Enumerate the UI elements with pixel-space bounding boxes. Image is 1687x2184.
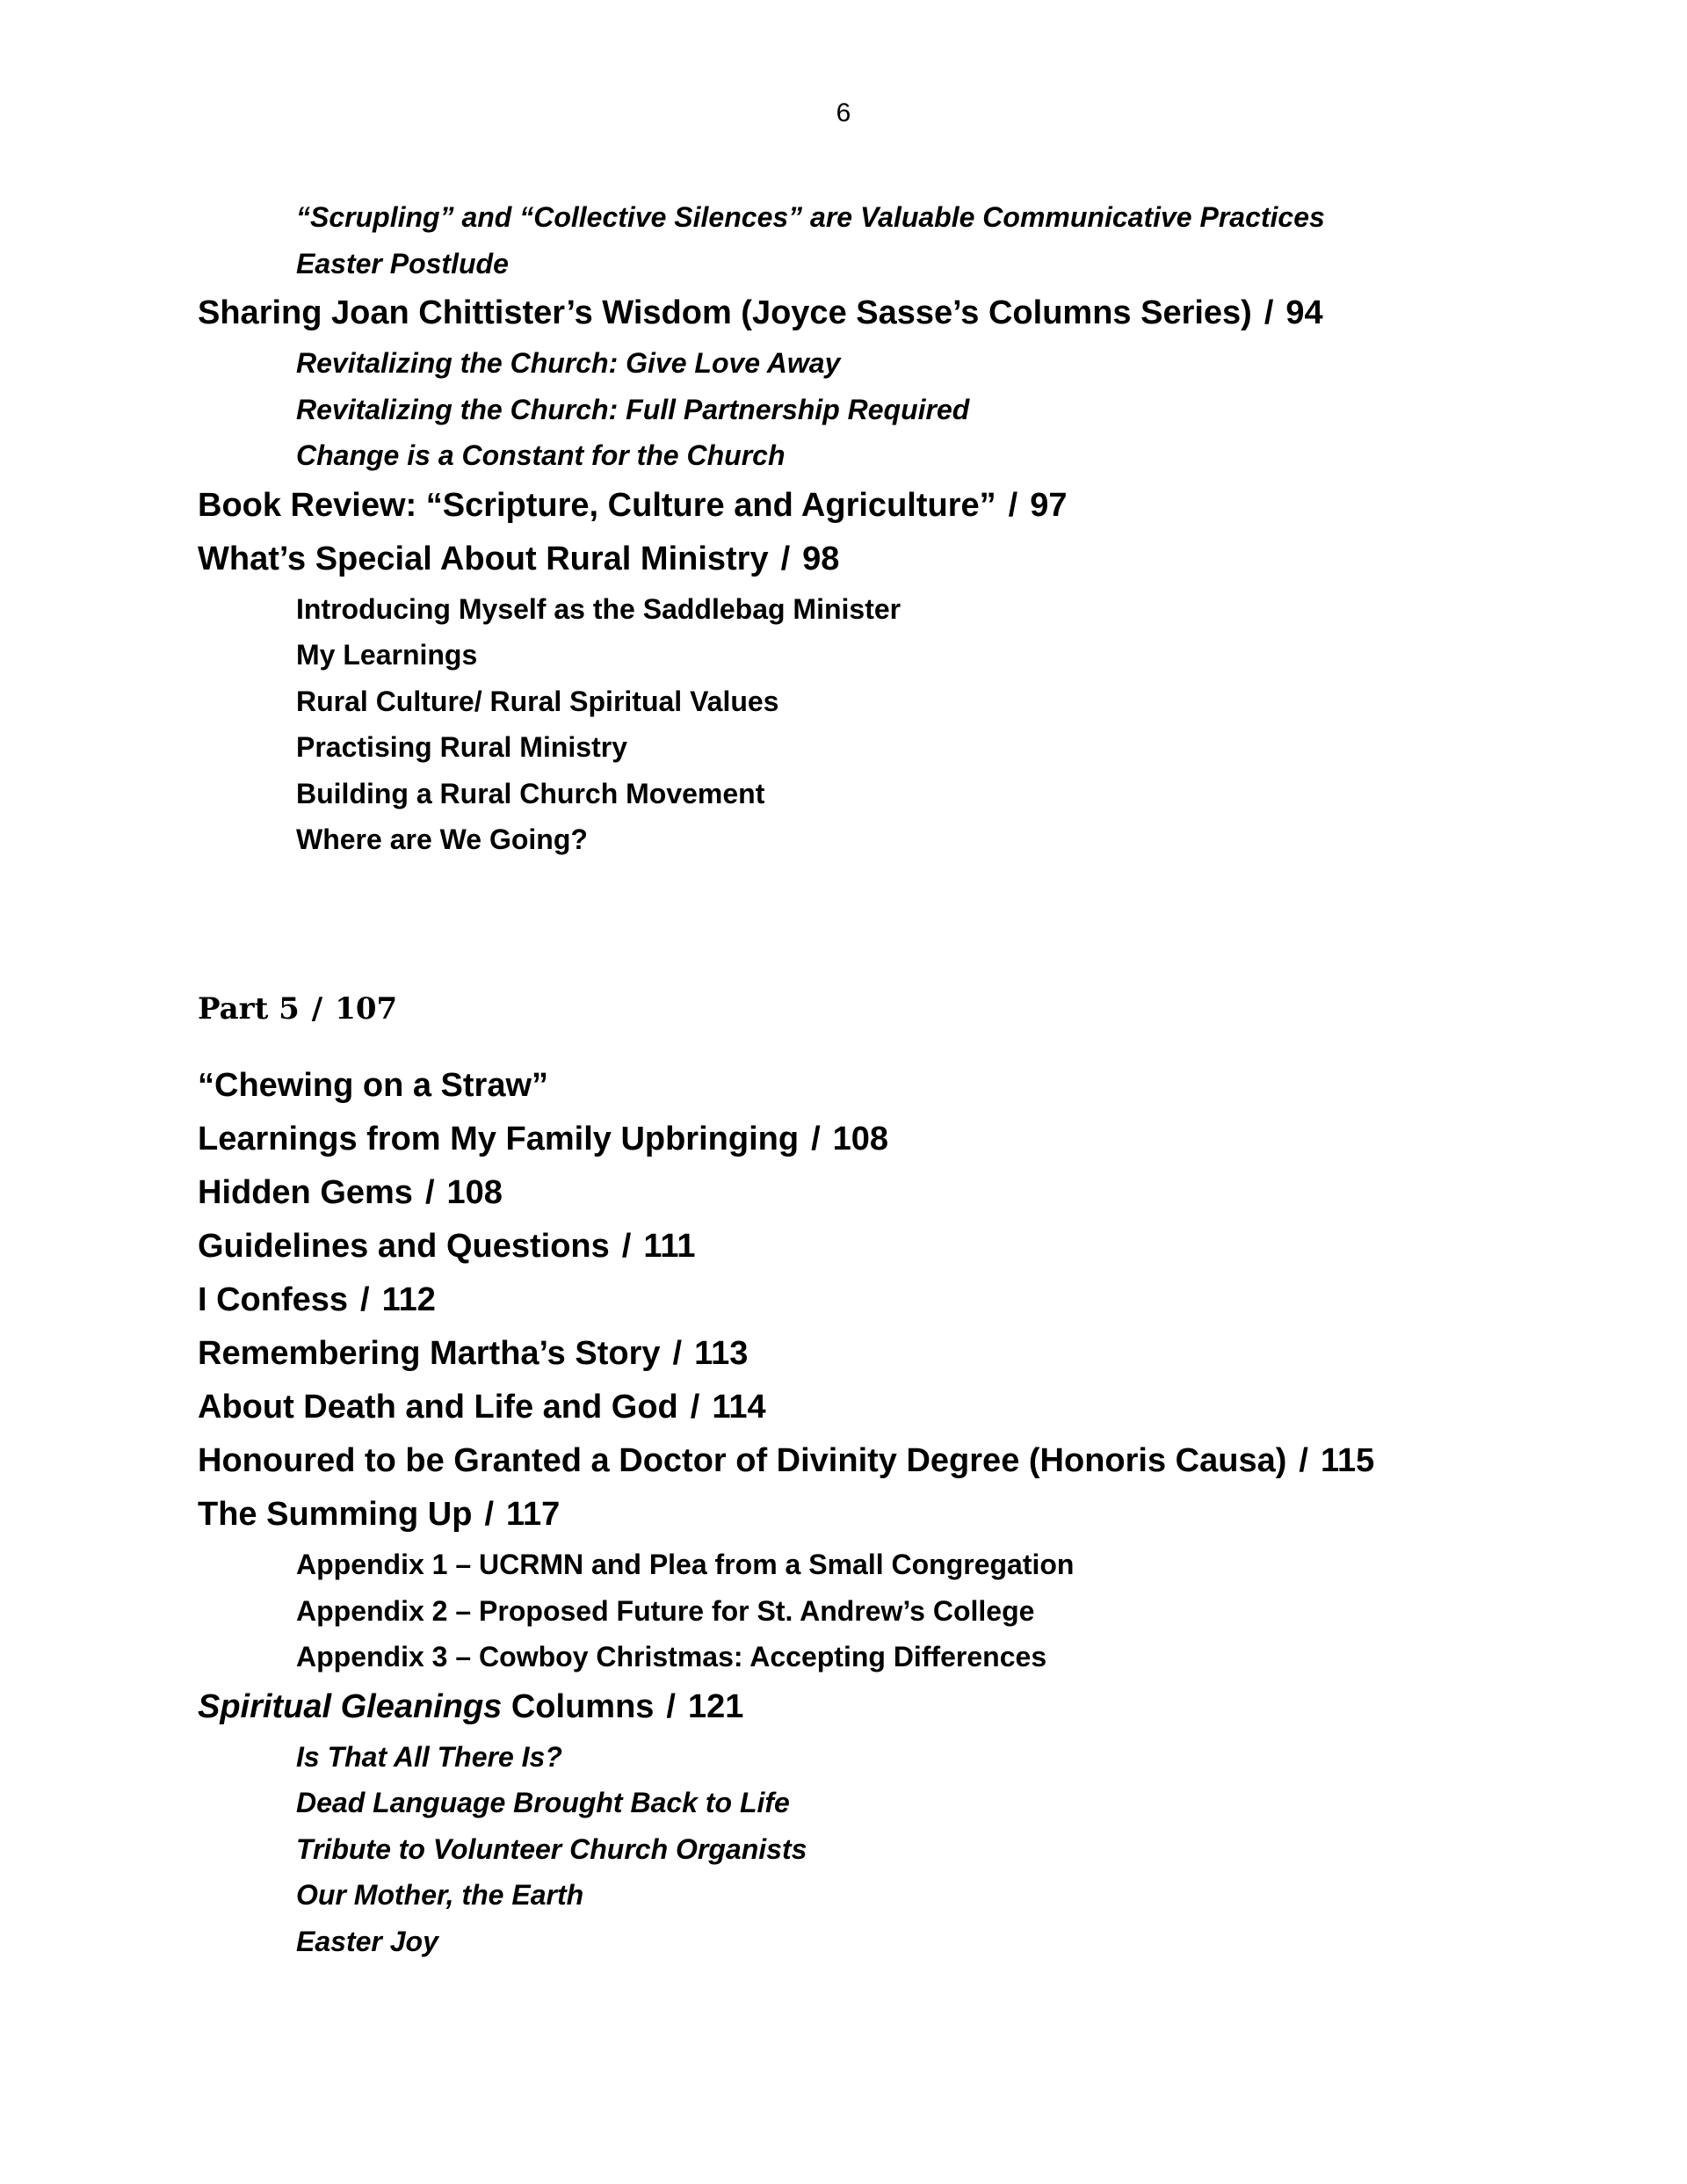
toc-subentry: Our Mother, the Earth (296, 1879, 584, 1911)
toc-separator: / (666, 1687, 676, 1725)
toc-subentry: Practising Rural Ministry (296, 731, 627, 763)
toc-entry-title: Learnings from My Family Upbringing (198, 1121, 800, 1157)
toc-entry-title: About Death and Life and God (198, 1389, 678, 1426)
toc-entry (198, 1381, 1374, 1434)
toc-entry-page: 94 (1285, 294, 1323, 331)
toc-entry-page: 113 (694, 1335, 749, 1372)
part-page: 107 (335, 991, 398, 1027)
toc-entry-page: 97 (1030, 486, 1068, 524)
part-separator: / (311, 991, 323, 1027)
toc-entry (198, 1488, 1374, 1542)
toc-subentry: Dead Language Brought Back to Life (296, 1787, 790, 1818)
toc-subentry: Tribute to Volunteer Church Organists (296, 1832, 807, 1865)
page-number: 6 (836, 98, 851, 127)
toc-subentry: Appendix 1 – UCRMN and Plea from a Small Congregation (296, 1549, 1075, 1580)
toc-entry (198, 533, 1325, 586)
toc-separator: / (1263, 294, 1274, 331)
toc-entry-title: Honoured to be Granted a Doctor of Divinity Degree (Honoris Causa) (198, 1442, 1287, 1479)
toc-entry-title: Hidden Gems (198, 1174, 413, 1211)
toc-subentry: My Learnings (296, 639, 478, 671)
toc-subentry: Change is a Constant for the Church (296, 439, 786, 471)
toc-subentry: Rural Culture/ Rural Spiritual Values (296, 685, 779, 717)
toc-subentry: Easter Postlude (296, 247, 509, 279)
toc-separator: / (672, 1335, 683, 1372)
toc-entry-page: 108 (446, 1174, 503, 1211)
toc-entry-page: 111 (643, 1228, 696, 1265)
part-label: Part 5 (198, 991, 300, 1027)
toc-separator: / (621, 1228, 632, 1265)
toc-separator: / (1299, 1442, 1308, 1479)
toc-entry-title-italic: Spiritual Gleanings (198, 1687, 503, 1725)
toc-entry (198, 1220, 1374, 1273)
toc-entry (198, 1680, 1374, 1734)
toc-entry-title: “Chewing on a Straw” (198, 1067, 549, 1104)
toc-entry (198, 1273, 1374, 1327)
toc-subentry: Easter Joy (296, 1925, 438, 1957)
toc-entry-page: 112 (381, 1281, 436, 1318)
toc-entry (198, 287, 1325, 340)
toc-separator: / (780, 540, 791, 577)
toc-entry-title: Book Review: “Scripture, Culture and Agriculture” (198, 486, 996, 524)
toc-entry-title: The Summing Up (198, 1496, 473, 1533)
toc-separator: / (424, 1174, 435, 1211)
toc-subentry: Introducing Myself as the Saddlebag Minister (296, 592, 901, 625)
toc-entry-title: I Confess (198, 1281, 349, 1318)
toc-entry-title: Columns (510, 1687, 655, 1725)
toc-entry (198, 1327, 1374, 1381)
toc-entry (198, 1113, 1374, 1166)
toc-entry-title: What’s Special About Rural Ministry (198, 540, 769, 577)
toc-subentry: Is That All There Is? (296, 1740, 562, 1773)
toc-entry (198, 1434, 1374, 1488)
toc-subentry: Revitalizing the Church: Full Partnership Required (296, 393, 970, 425)
toc-separator: / (811, 1121, 821, 1157)
toc-entry-page: 121 (687, 1687, 744, 1725)
toc-entry (198, 479, 1325, 533)
toc-entry (198, 1059, 1374, 1113)
toc-subentry: Appendix 3 – Cowboy Christmas: Accepting Differences (296, 1641, 1047, 1672)
toc-separator: / (484, 1496, 495, 1533)
toc-entry (198, 1166, 1374, 1220)
toc-subentry: Building a Rural Church Movement (296, 777, 765, 809)
toc-separator: / (360, 1281, 370, 1318)
toc-entry-page: 115 (1320, 1442, 1375, 1479)
toc-section-part4-continued (198, 194, 1325, 863)
toc-entry-page: 117 (506, 1496, 561, 1533)
toc-subentry: Where are We Going? (296, 824, 588, 855)
part-heading (198, 983, 397, 1035)
toc-entry-page: 108 (832, 1121, 889, 1157)
toc-subentry: “Scrupling” and “Collective Silences” are Valuable Communicative Practices (296, 201, 1325, 233)
toc-entry-title: Sharing Joan Chittister’s Wisdom (Joyce Sasse’s Columns Series) (198, 294, 1252, 331)
toc-separator: / (1008, 486, 1018, 524)
toc-entry-page: 114 (712, 1389, 766, 1426)
toc-subentry: Revitalizing the Church: Give Love Away (296, 347, 841, 379)
toc-section-part5 (198, 1059, 1374, 1964)
toc-entry-title: Remembering Martha’s Story (198, 1335, 661, 1372)
toc-subentry: Appendix 2 – Proposed Future for St. Andrew’s College (296, 1594, 1035, 1627)
toc-entry-page: 98 (802, 540, 840, 577)
toc-separator: / (690, 1389, 700, 1426)
toc-entry-title: Guidelines and Questions (198, 1228, 610, 1265)
